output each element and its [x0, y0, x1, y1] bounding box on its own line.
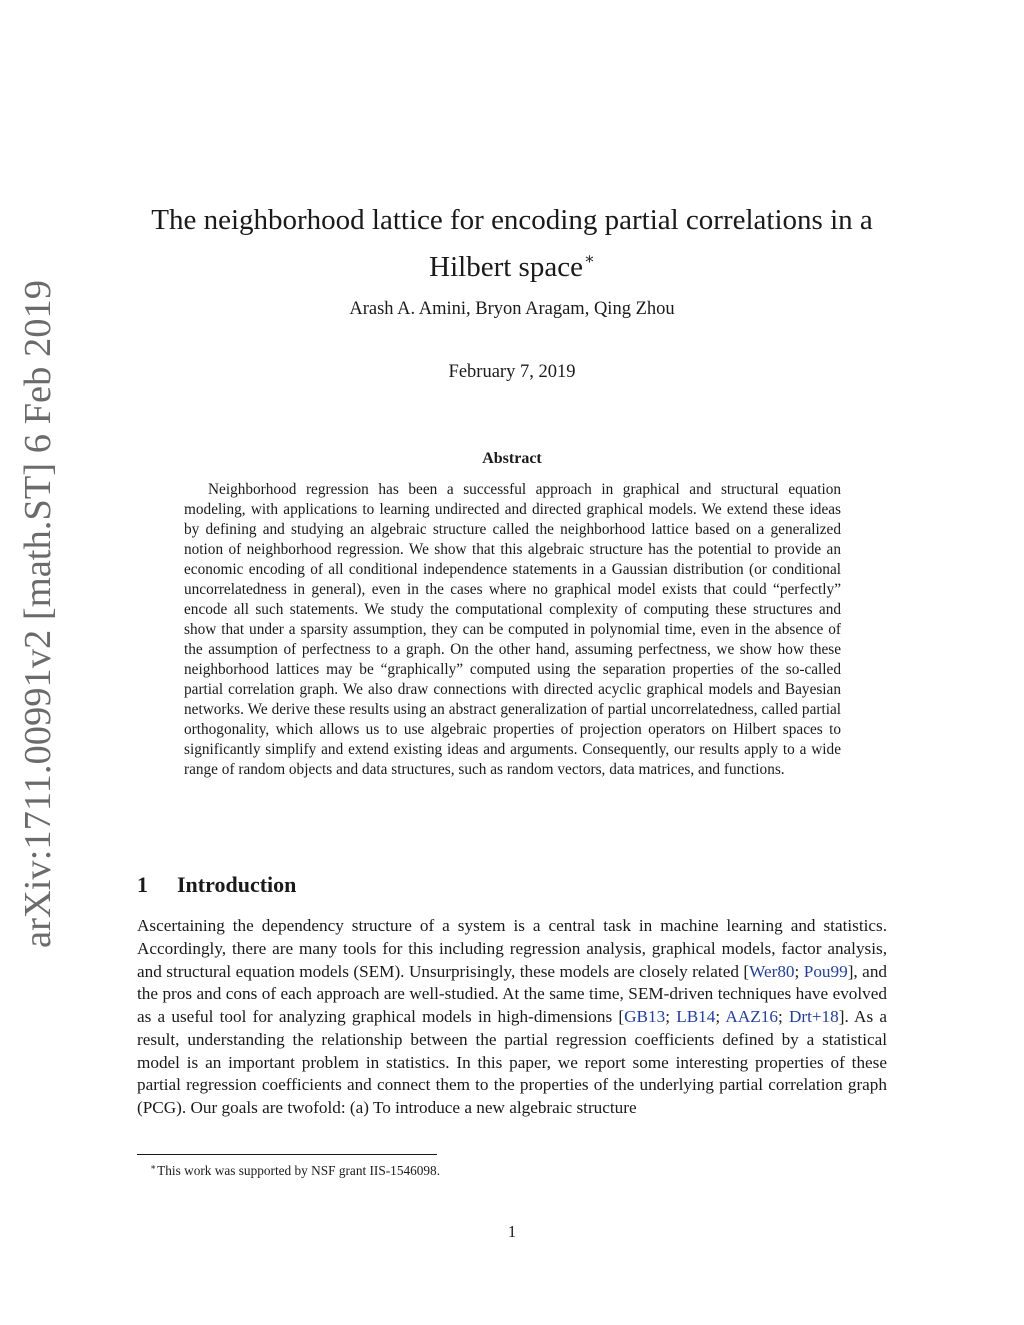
footnote [150, 1158, 440, 1180]
citation-link-wer80[interactable]: Wer80 [749, 961, 795, 981]
title-footnote-mark: ∗ [583, 251, 595, 268]
citation-separator: ; [777, 1007, 789, 1026]
footnote-text: This work was supported by NSF grant IIS-1546098. [157, 1163, 441, 1178]
footnote-divider [137, 1154, 437, 1155]
citation-separator: ; [665, 1007, 677, 1026]
intro-text-part-3: ]. As a result, understanding the relationship between the partial regression coefficients defined by a statistical model is an important problem in statistics. In this paper, we report some interesting properties of these partial regression coefficients and connect them to the properties of the underlying partial correlation graph (PCG). Our goals are twofold: (a) To introduce a new algebraic structure [137, 1007, 888, 1117]
section-heading-introduction [137, 870, 296, 900]
page-number: 1 [507, 1222, 517, 1241]
publication-date: February 7, 2019 [448, 362, 576, 382]
section-number: 1 [137, 872, 148, 897]
citation-link-drt18[interactable]: Drt+18 [788, 1007, 839, 1026]
abstract-text: Neighborhood regression has been a successful approach in graphical and structural equation modeling, with applications to learning undirected and directed graphical models. We extend these ideas by defining and studying an algebraic structure called the neighborhood lattice based on a generalized notion of neighborhood regression. We show that this algebraic structure has the potential to provide an economic encoding of all conditional independence statements in a Gaussian distribution (or conditional uncorrelatedness in general), even in the cases where no graphical model exists that could “perfectly” encode all such statements. We study the computational complexity of computing these structures and show that under a sparsity assumption, they can be computed in polynomial time, even in the absence of the assumption of perfectness to a graph. On the other hand, assuming perfectness, we show how these neighborhood lattices may be “graphically” computed using the separation properties of the so-called partial correlation graph. We also draw connections with directed acyclic graphical models and Bayesian networks. We derive these results using an abstract generalization of partial uncorrelatedness, called partial orthogonality, which allows us to use algebraic properties of projection operators on Hilbert spaces to significantly simplify and extend existing ideas and arguments. Consequently, our results apply to a wide range of random objects and data structures, such as random vectors, data matrices, and functions. [184, 481, 841, 778]
section-title: Introduction [177, 872, 297, 897]
citation-link-lb14[interactable]: LB14 [676, 1007, 716, 1026]
abstract-heading: Abstract [482, 450, 542, 467]
introduction-paragraph [137, 915, 887, 1120]
citation-separator: ; [794, 961, 804, 981]
arxiv-identifier-stamp: arXiv:1711.00991v2 [math.ST] 6 Feb 2019 [17, 280, 59, 948]
paper-title [120, 200, 904, 287]
author-list: Arash A. Amini, Bryon Aragam, Qing Zhou [349, 299, 675, 319]
citation-link-gb13[interactable]: GB13 [624, 1007, 666, 1026]
citation-link-pou99[interactable]: Pou99 [803, 961, 848, 981]
footnote-mark: ∗ [150, 1162, 157, 1172]
title-line-1: The neighborhood lattice for encoding partial correlations in a [151, 204, 873, 236]
citation-link-aaz16[interactable]: AAZ16 [725, 1007, 778, 1026]
title-line-2: Hilbert space [429, 251, 583, 283]
intro-text-part-1: Ascertaining the dependency structure of a system is a central task in machine learning and statistics. Accordingly, there are many tools for this including regression analysis, graphical models, factor analysis, and structural equation models (SEM). Unsurprisingly, these models are closely related [ [137, 916, 887, 981]
citation-separator: ; [715, 1007, 726, 1026]
intro-text-part-2: ], and the pros and cons of each approach are well-studied. At the same time, SEM-driven techniques have evolved as a useful tool for analyzing graphical models in high-dimensions [ [137, 961, 888, 1026]
